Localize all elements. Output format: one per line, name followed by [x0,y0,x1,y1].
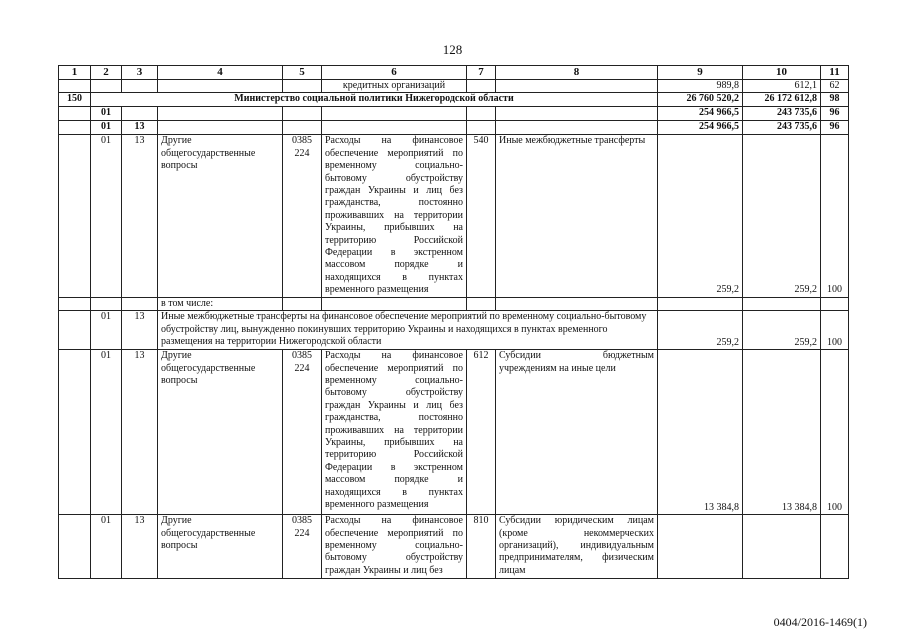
col-header: 3 [122,66,158,80]
cell-amount-plan: 259,2 [658,135,743,297]
cell-subsection: 13 [122,515,158,579]
col-header: 2 [91,66,122,80]
cell-section: 01 [91,515,122,579]
cell-percent: 100 [821,311,849,350]
cell-amount-actual: 243 735,6 [743,107,821,121]
table-row [59,121,849,135]
ministry-title: Министерство социальной политики Нижегородской области [91,93,658,107]
cell-description: Расходы на финансовое обеспечение мероприятий по временному социально-бытовому обустройству граждан Украины и лиц без гражданства, постоянно проживавших на территории Украины, прибывших на территорию Российской Федерации в экстренном массовом порядке и находящихся в пунктах временного размещения [322,350,467,515]
cell-percent: 62 [821,80,849,93]
col-header: 1 [59,66,91,80]
cell-description: кредитных организаций [322,80,467,93]
table-row [59,80,849,93]
cell-amount-plan: 254 966,5 [658,121,743,135]
col-header: 11 [821,66,849,80]
cell-percent: 100 [821,350,849,515]
table-row [59,350,849,515]
cell-amount-plan: 26 760 520,2 [658,93,743,107]
budget-table [58,65,849,579]
page-number: 128 [442,42,463,57]
cell-description: Расходы на финансовое обеспечение мероприятий по временному социально-бытовому обустройству граждан Украины и лиц без [322,515,467,579]
cell-amount-actual: 243 735,6 [743,121,821,135]
cell-target-code: 0385 224 [283,515,322,579]
cell-subsection: 13 [122,311,158,350]
table-row [59,297,849,310]
col-header: 6 [322,66,467,80]
cell-section: 01 [91,311,122,350]
cell-amount-plan: 989,8 [658,80,743,93]
cell-amount-actual: 26 172 612,8 [743,93,821,107]
cell-code: 150 [59,93,91,107]
cell-amount-plan: 254 966,5 [658,107,743,121]
cell-section: 01 [91,350,122,515]
cell-percent: 96 [821,107,849,121]
table-row [59,135,849,297]
cell-expense-type: 540 [467,135,496,297]
cell-section: 01 [91,135,122,297]
col-header: 7 [467,66,496,80]
cell-subsection: 13 [122,121,158,135]
col-header: 10 [743,66,821,80]
cell-expense-type: 810 [467,515,496,579]
col-header: 9 [658,66,743,80]
cell-amount-actual: 13 384,8 [743,350,821,515]
cell-expense-name: Субсидии юридическим лицам (кроме некоммерческих организаций), индивидуальным предпринимателям, физическим лицам [496,515,658,579]
col-header: 4 [158,66,283,80]
cell-description: Расходы на финансовое обеспечение мероприятий по временному социально-бытовому обустройству граждан Украины и лиц без гражданства, постоянно проживавших на территории Украины, прибывших на территорию Российской Федерации в экстренном массовом порядке и находящихся в пунктах временного размещения [322,135,467,297]
table-row [59,93,849,107]
header-row [59,66,849,80]
col-header: 8 [496,66,658,80]
cell-amount-actual: 259,2 [743,311,821,350]
document-code: 0404/2016-1469(1) [773,615,867,629]
cell-expense-type: 612 [467,350,496,515]
cell-note: в том числе: [158,297,283,310]
cell-percent: 100 [821,135,849,297]
cell-category: Другие общегосударственные вопросы [158,515,283,579]
cell-expense-name: Субсидии бюджетным учреждениям на иные цели [496,350,658,515]
cell-subsection: 13 [122,350,158,515]
cell-subsection: 13 [122,135,158,297]
cell-category: Другие общегосударственные вопросы [158,135,283,297]
cell-amount-plan: 13 384,8 [658,350,743,515]
cell-amount-actual: 259,2 [743,135,821,297]
cell-amount-plan: 259,2 [658,311,743,350]
cell-section: 01 [91,121,122,135]
col-header: 5 [283,66,322,80]
cell-amount-actual: 612,1 [743,80,821,93]
cell-expense-name: Иные межбюджетные трансферты [496,135,658,297]
cell-target-code: 0385 224 [283,135,322,297]
table-row [59,311,849,350]
cell-percent: 98 [821,93,849,107]
cell-percent: 96 [821,121,849,135]
table-row [59,107,849,121]
cell-category: Другие общегосударственные вопросы [158,350,283,515]
cell-target-code: 0385 224 [283,350,322,515]
table-row [59,515,849,579]
cell-transfer-description: Иные межбюджетные трансферты на финансовое обеспечение мероприятий по временному социально-бытовому обустройству лиц, вынужденно покинувших территорию Украины и находящихся в пунктах временного размещения на территории Нижегородской области [158,311,658,350]
cell-section: 01 [91,107,122,121]
